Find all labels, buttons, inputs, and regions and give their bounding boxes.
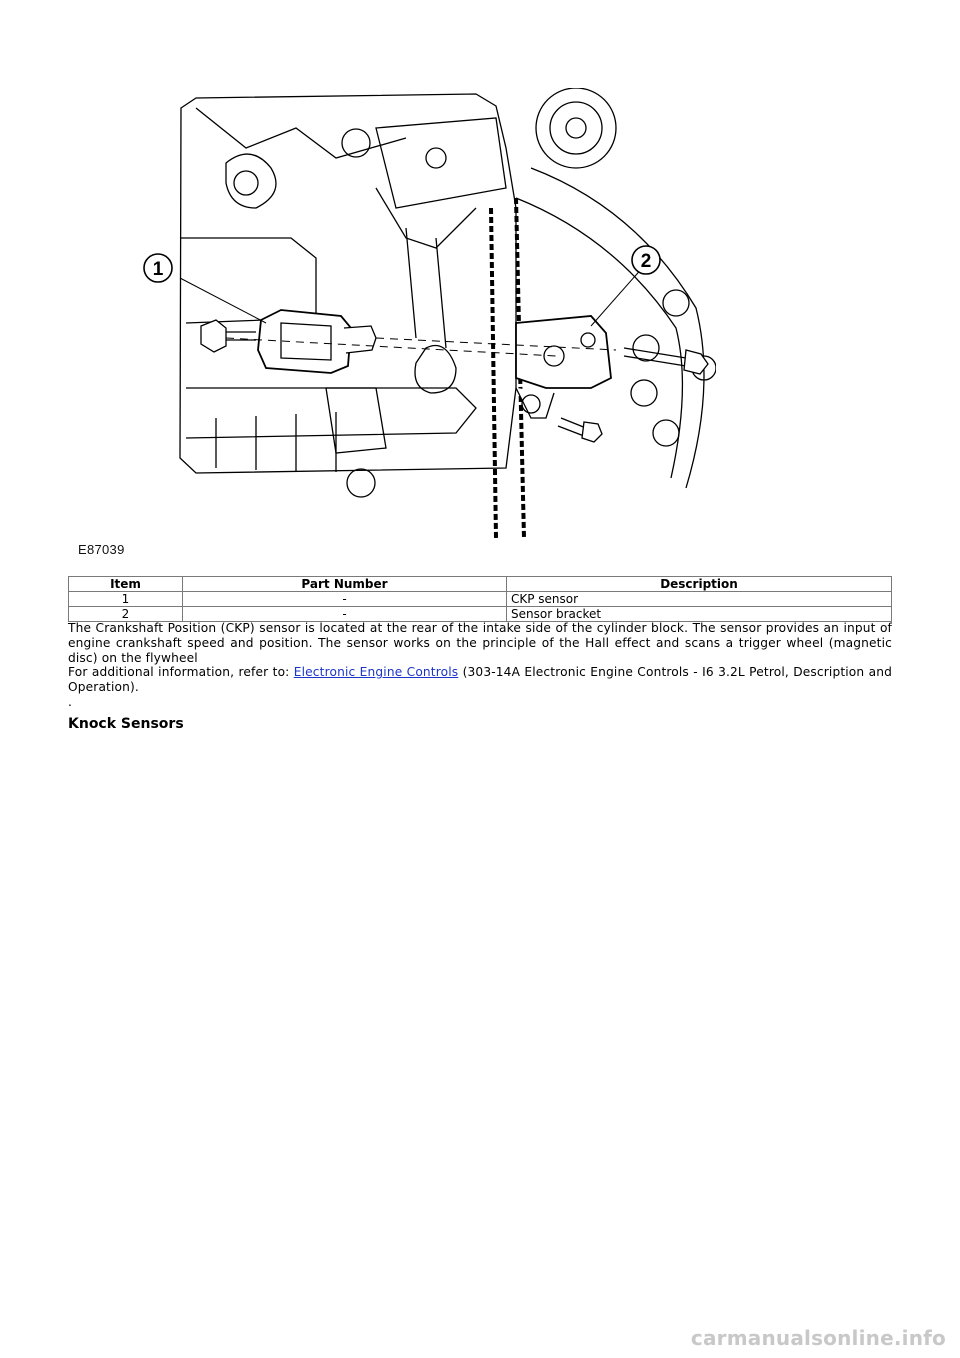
- trailing-dot: .: [68, 694, 73, 709]
- callout-2-label: 2: [640, 251, 652, 272]
- cell-part-number: -: [183, 607, 507, 622]
- callout-1: [144, 254, 172, 282]
- cell-item: 2: [69, 607, 183, 622]
- table-row: [69, 592, 892, 607]
- body-text: [68, 621, 892, 710]
- column-header-item: Item: [69, 577, 183, 592]
- section-heading: Knock Sensors: [68, 716, 184, 732]
- cell-part-number: -: [183, 592, 507, 607]
- callout-1-label: 1: [152, 259, 164, 280]
- site-watermark: carmanualsonline.info: [690, 1326, 946, 1350]
- parts-table: [68, 576, 892, 622]
- reference-line: [68, 665, 892, 695]
- reference-suffix: (303-14A Electronic Engine Controls - I6 3.2L Petrol, Description and Operation).: [68, 665, 892, 695]
- reference-prefix: For additional information, refer to:: [68, 665, 294, 680]
- table-row: [69, 607, 892, 622]
- cell-description: Sensor bracket: [507, 607, 892, 622]
- cell-item: 1: [69, 592, 183, 607]
- figure-reference-code: E87039: [78, 542, 125, 557]
- description-paragraph: The Crankshaft Position (CKP) sensor is located at the rear of the intake side of the cylinder block. The sensor provides an input of engine crankshaft speed and position. The sensor works on the principle of the Hall effect and scans a trigger wheel (magnetic disc) on the flywheel: [68, 621, 892, 665]
- engine-illustration: [76, 88, 716, 558]
- table-header-row: [69, 577, 892, 592]
- ckp-sensor-exploded-view: [76, 88, 716, 558]
- cell-description: CKP sensor: [507, 592, 892, 607]
- column-header-description: Description: [507, 577, 892, 592]
- callout-2: [632, 246, 660, 274]
- electronic-engine-controls-link[interactable]: Electronic Engine Controls: [293, 665, 459, 680]
- column-header-part-number: Part Number: [183, 577, 507, 592]
